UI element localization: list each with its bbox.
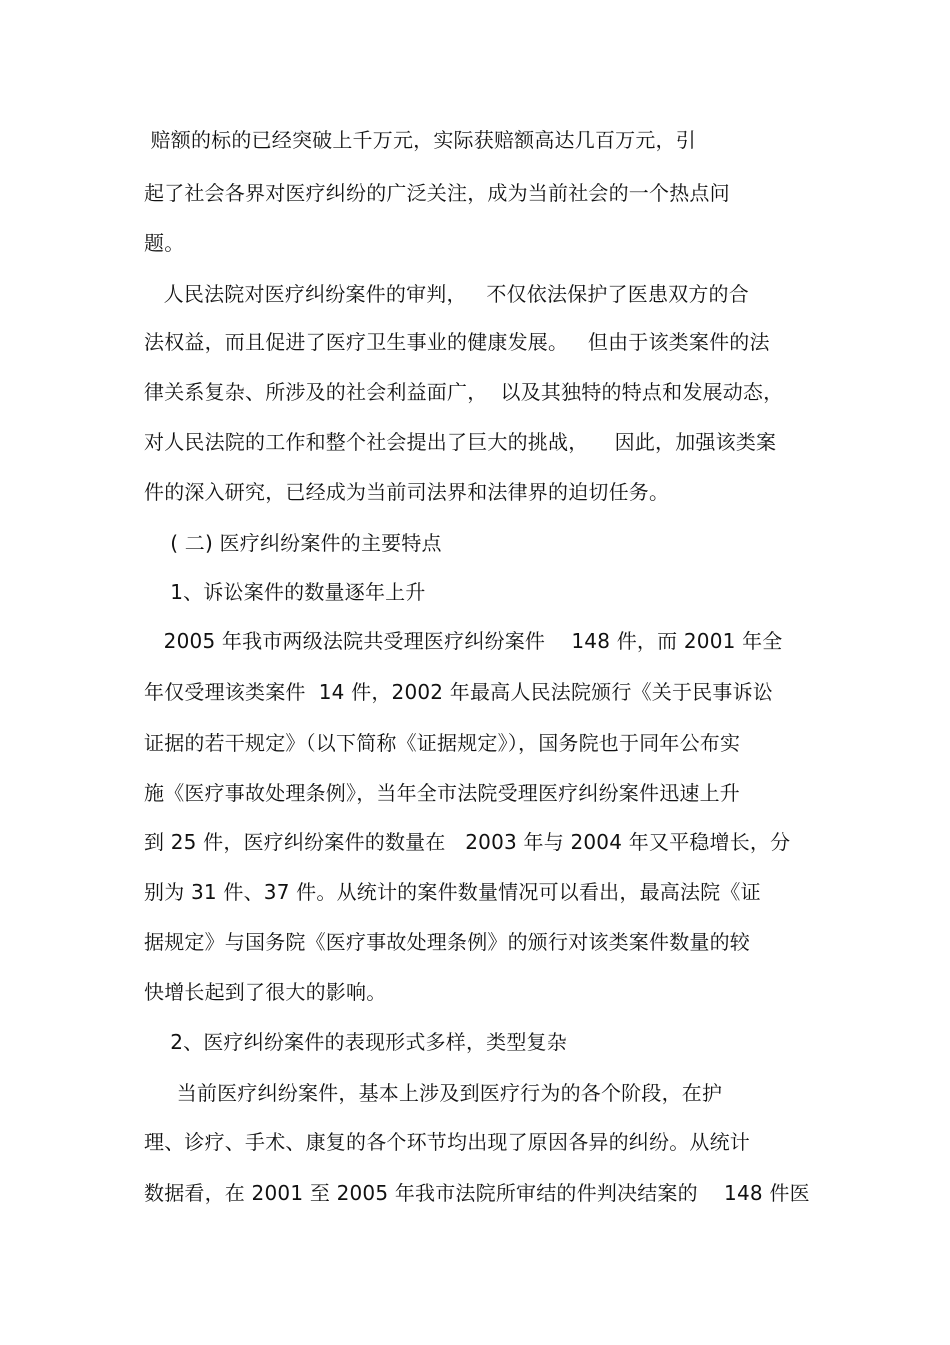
text-line: 对人民法院的工作和整个社会提出了巨大的挑战， 因此，加强该类案 xyxy=(144,430,777,454)
text-line: 理、诊疗、手术、康复的各个环节均出现了原因各异的纠纷。从统计 xyxy=(144,1130,750,1154)
text-line: 律关系复杂、所涉及的社会利益面广， 以及其独特的特点和发展动态， xyxy=(144,380,784,404)
text-line: 证据的若干规定》（以下简称《证据规定》），国务院也于同年公布实 xyxy=(144,731,741,755)
text-line: 赔额的标的已经突破上千万元，实际获赔额高达几百万元，引 xyxy=(144,128,696,152)
text-line: 人民法院对医疗纠纷案件的审判， 不仅依法保护了医患双方的合 xyxy=(144,282,749,306)
text-line: 到 25 件，医疗纠纷案件的数量在 2003 年与 2004 年又平稳增长，分 xyxy=(144,830,791,854)
text-line: 起了社会各界对医疗纠纷的广泛关注，成为当前社会的一个热点问 xyxy=(144,181,730,205)
text-line: 施《医疗事故处理条例》，当年全市法院受理医疗纠纷案件迅速上升 xyxy=(144,781,740,805)
text-line: 数据看，在 2001 至 2005 年我市法院所审结的件判决结案的 148 件医 xyxy=(144,1181,810,1205)
text-line: 件的深入研究，已经成为当前司法界和法律界的迫切任务。 xyxy=(144,480,670,504)
subsection-heading: 2、医疗纠纷案件的表现形式多样，类型复杂 xyxy=(144,1030,567,1054)
text-line: 2005 年我市两级法院共受理医疗纠纷案件 148 件，而 2001 年全 xyxy=(144,629,783,653)
text-line: 据规定》与国务院《医疗事故处理条例》的颁行对该类案件数量的较 xyxy=(144,930,750,954)
text-line: 年仅受理该类案件 14 件，2002 年最高人民法院颁行《关于民事诉讼 xyxy=(144,680,773,704)
text-line: 别为 31 件、37 件。从统计的案件数量情况可以看出，最高法院《证 xyxy=(144,880,761,904)
subsection-heading: 1、诉讼案件的数量逐年上升 xyxy=(144,580,426,604)
text-line: 法权益，而且促进了医疗卫生事业的健康发展。 但由于该类案件的法 xyxy=(144,330,770,354)
section-heading: ( 二) 医疗纠纷案件的主要特点 xyxy=(144,531,442,555)
text-line: 题。 xyxy=(144,231,185,255)
text-line: 快增长起到了很大的影响。 xyxy=(144,980,387,1004)
text-line: 当前医疗纠纷案件，基本上涉及到医疗行为的各个阶段，在护 xyxy=(144,1081,723,1105)
